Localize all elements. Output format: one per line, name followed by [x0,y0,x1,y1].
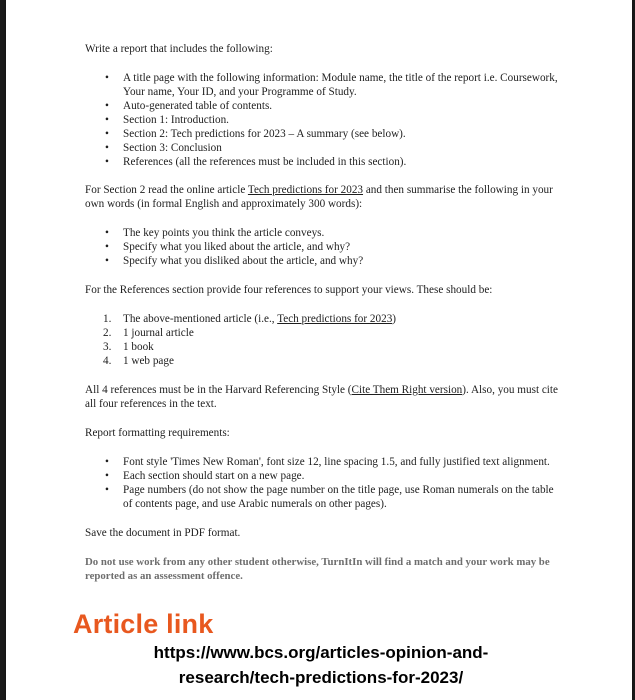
list-item: • Font style 'Times New Roman', font size 12, line spacing 1.5, and fully justified text alignment. [85,455,560,469]
list-item: 2. 1 journal article [103,327,194,339]
section2-list [85,226,560,268]
list-item: • The key points you think the article conveys. [85,226,560,240]
article-link[interactable]: Tech predictions for 2023 [277,313,393,325]
list-item: • Specify what you disliked about the article, and why? [85,254,560,268]
list-item: 1. The above-mentioned article (i.e., Tech predictions for 2023) [103,313,397,325]
document-body [85,42,560,583]
list-item: • A title page with the following information: Module name, the title of the report i.e. Coursework, Your name, Your ID, and your Programme of Study. [85,71,560,99]
list-item: • Specify what you liked about the article, and why? [85,240,560,254]
list-item: 3. 1 book [103,341,154,353]
document-page [6,0,632,700]
formatting-intro: Report formatting requirements: [85,427,230,439]
list-item: • Section 2: Tech predictions for 2023 – A summary (see below). [85,127,560,141]
list-item: • Auto-generated table of contents. [85,99,560,113]
plagiarism-warning: Do not use work from any other student otherwise, TurnItIn will find a match and your work may be reported as an assessment offence. [85,556,550,582]
save-note: Save the document in PDF format. [85,527,241,539]
references-intro: For the References section provide four references to support your views. These should be: [85,284,493,296]
list-item: • Each section should start on a new page. [85,469,560,483]
article-link[interactable]: Tech predictions for 2023 [247,184,364,196]
list-item: • References (all the references must be included in this section). [85,155,560,169]
formatting-list [85,455,560,511]
section2-instructions: For Section 2 read the online article Tech predictions for 2023 and then summarise the following in your own words (in formal English and approximately 300 words): [85,184,553,210]
list-item: • Section 3: Conclusion [85,141,560,155]
harvard-note: All 4 references must be in the Harvard Referencing Style (Cite Them Right version). Also, you must cite all four references in the text. [85,384,558,410]
references-list [85,312,560,368]
list-item: • Section 1: Introduction. [85,113,560,127]
list-item: • Page numbers (do not show the page number on the title page, use Roman numerals on the table of contents page, and use Arabic numerals on other pages). [85,483,560,511]
article-link-heading: Article link [73,609,214,639]
intro-text: Write a report that includes the following: [85,43,273,55]
report-requirements-list [85,71,560,169]
article-url[interactable]: https://www.bcs.org/articles-opinion-and- research/tech-predictions-for-2023/ [153,643,489,687]
list-item: 4. 1 web page [103,355,174,367]
cite-them-right-link[interactable]: Cite Them Right version [351,384,463,396]
